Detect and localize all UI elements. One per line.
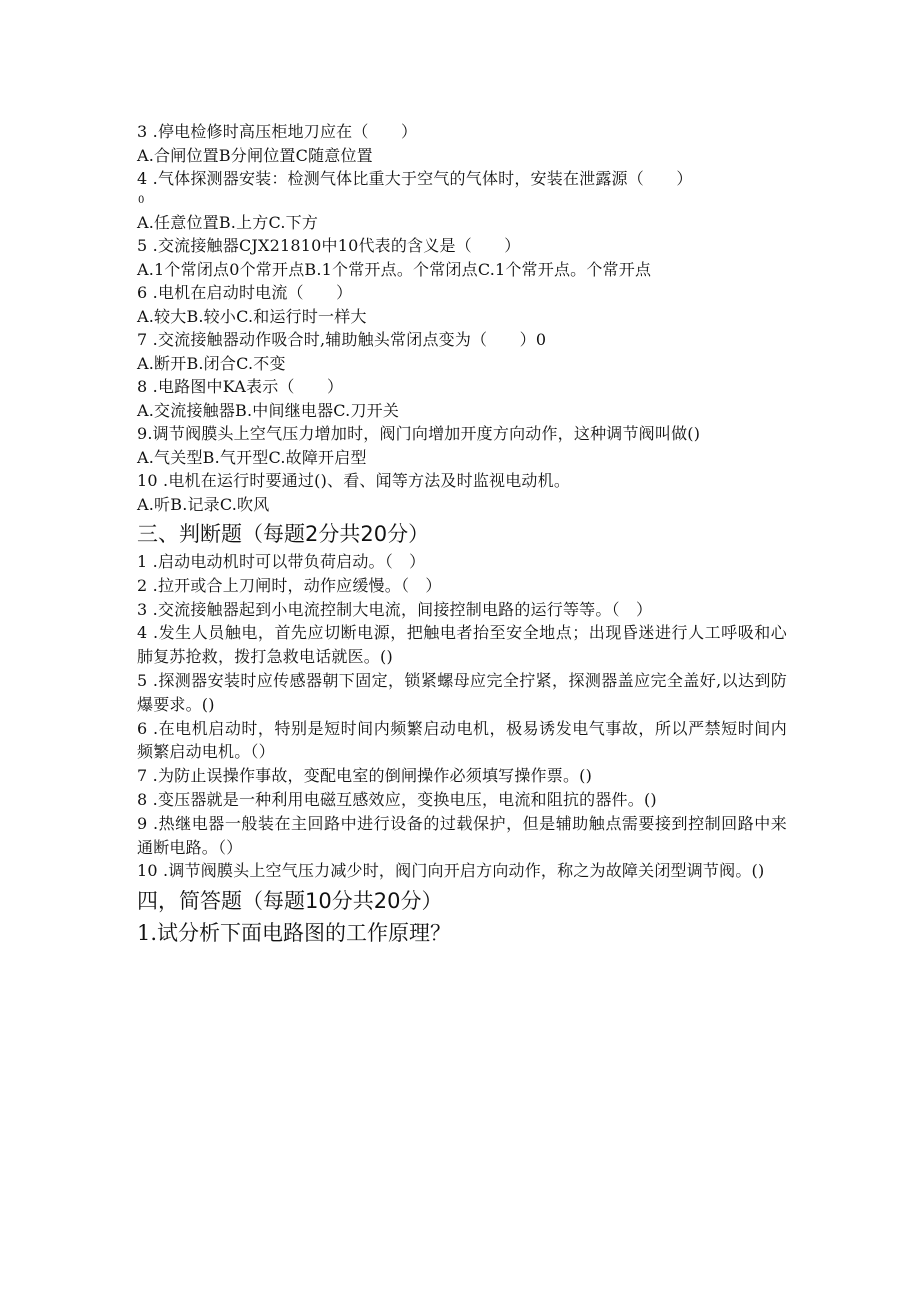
question-4-note: 0 <box>138 194 145 206</box>
judgement-item-3: 3 .交流接触器起到小电流控制大电流，间接控制电路的运行等等。（ ） <box>137 599 653 619</box>
judgement-item-4: 4 .发生人员触电，首先应切断电源，把触电者抬至安全地点；出现昏迷进行人工呼吸和心肺复苏抢救，拨打急救电话就医。() <box>137 623 787 667</box>
question-6: 6 .电机在启动时电流（ ） <box>137 283 353 302</box>
choice-question-list <box>137 120 787 516</box>
judgement-item-6: 6 .在电机启动时，特别是短时间内频繁启动电机，极易诱发电气事故，所以严禁短时间内频繁启动电机。（） <box>137 718 787 762</box>
question-4: 4 .气体探测器安装：检测气体比重大于空气的气体时，安装在泄露源（ ） <box>137 169 693 188</box>
question-4-options: A.任意位置B.上方C.下方 <box>137 212 319 232</box>
judgement-item-1: 1 .启动电动机时可以带负荷启动。（ ） <box>137 552 426 571</box>
question-6-options: A.较大B.较小C.和运行时一样大 <box>137 306 367 326</box>
question-8: 8 .电路图中KA表示（ ） <box>137 377 344 396</box>
judgement-question-list <box>137 550 787 883</box>
question-7: 7 .交流接触器动作吸合时,辅助触头常闭点变为（ ）0 <box>137 330 547 349</box>
judgement-item-9: 9 .热继电器一般装在主回路中进行设备的过载保护，但是辅助触点需要接到控制回路中来通断电路。（） <box>137 813 787 857</box>
short-answer-question-1: 1.试分析下面电路图的工作原理？ <box>137 921 452 946</box>
question-8-options: A.交流接触器B.中间继电器C.刀开关 <box>137 400 400 420</box>
question-10: 10 .电机在运行时要通过()、看、闻等方法及时监视电动机。 <box>137 471 571 490</box>
section-3-title: 三、判断题（每题2分共20分） <box>137 522 430 546</box>
question-5: 5 .交流接触器CJX21810中10代表的含义是（ ） <box>137 236 521 255</box>
judgement-item-10: 10 .调节阀膜头上空气压力减少时，阀门向开启方向动作，称之为故障关闭型调节阀。() <box>137 861 765 881</box>
exam-page <box>137 120 787 949</box>
question-3: 3 .停电检修时高压柜地刀应在（ ） <box>137 122 418 141</box>
question-7-options: A.断开B.闭合C.不变 <box>137 353 286 373</box>
question-3-options: A.合闸位置B分闸位置C随意位置 <box>137 145 373 165</box>
judgement-item-5: 5 .探测器安装时应传感器朝下固定，锁紧螺母应完全拧紧，探测器盖应完全盖好,以达到防爆要求。() <box>137 670 787 714</box>
judgement-item-8: 8 .变压器就是一种利用电磁互感效应，变换电压，电流和阻抗的器件。() <box>137 789 657 809</box>
question-10-options: A.听B.记录C.吹风 <box>137 494 270 514</box>
judgement-item-7: 7 .为防止误操作事故，变配电室的倒闸操作必须填写操作票。() <box>137 766 593 786</box>
question-9: 9.调节阀膜头上空气压力增加时，阀门向增加开度方向动作，这种调节阀叫做() <box>137 424 701 443</box>
question-5-options: A.1个常闭点0个常开点B.1个常开点。个常闭点C.1个常开点。个常开点 <box>137 259 652 279</box>
question-9-options: A.气关型B.气开型C.故障开启型 <box>137 447 367 467</box>
section-4-title: 四，简答题（每题10分共20分） <box>137 889 443 914</box>
judgement-item-2: 2 .拉开或合上刀闸时，动作应缓慢。（ ） <box>137 575 442 595</box>
